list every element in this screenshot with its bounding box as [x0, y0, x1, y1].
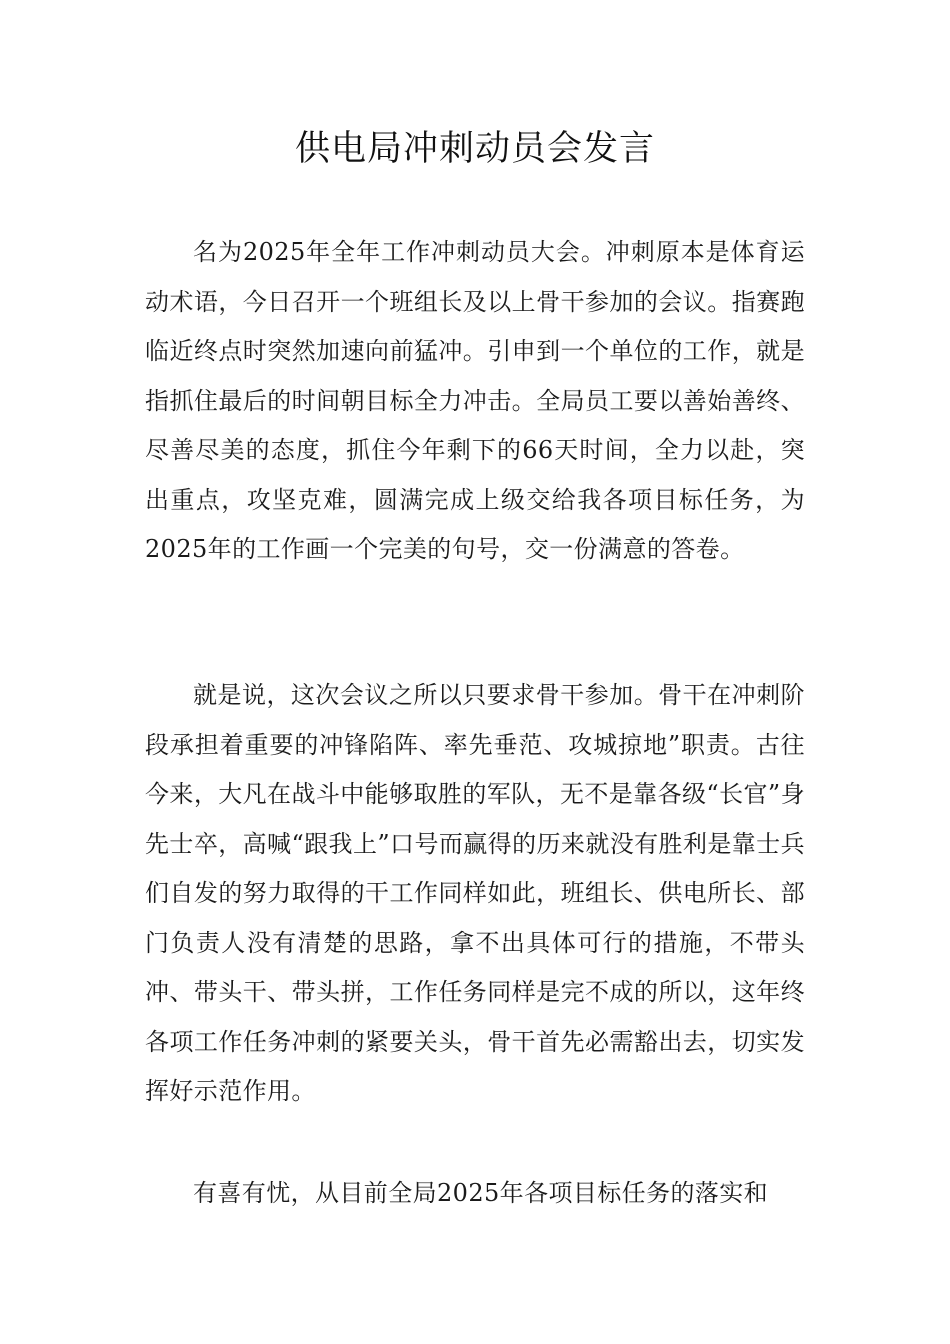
- paragraph-1: 名为2025年全年工作冲刺动员大会。冲刺原本是体育运动术语，今日召开一个班组长及以上骨干参加的会议。指赛跑临近终点时突然加速向前猛冲。引申到一个单位的工作，就是指抓住最后的时间朝目标全力冲击。全局员工要以善始善终、尽善尽美的态度，抓住今年剩下的66天时间，全力以赴，突出重点，攻坚克难，圆满完成上级交给我各项目标任务，为2025年的工作画一个完美的句号，交一份满意的答卷。: [145, 238, 805, 563]
- paragraph-3: 有喜有忧，从目前全局2025年各项目标任务的落实和: [193, 1179, 769, 1207]
- paragraph-2: 就是说，这次会议之所以只要求骨干参加。骨干在冲刺阶段承担着重要的冲锋陷阵、率先垂范、攻城掠地”职责。古往今来，大凡在战斗中能够取胜的军队，无不是靠各级“长官”身先士卒，高喊“跟我上”口号而赢得的历来就没有胜利是靠士兵们自发的努力取得的干工作同样如此，班组长、供电所长、部门负责人没有清楚的思路，拿不出具体可行的措施，不带头冲、带头干、带头拼，工作任务同样是完不成的所以，这年终各项工作任务冲刺的紧要关头，骨干首先必需豁出去，切实发挥好示范作用。: [145, 681, 805, 1105]
- document-title: 供电局冲刺动员会发言: [294, 129, 655, 169]
